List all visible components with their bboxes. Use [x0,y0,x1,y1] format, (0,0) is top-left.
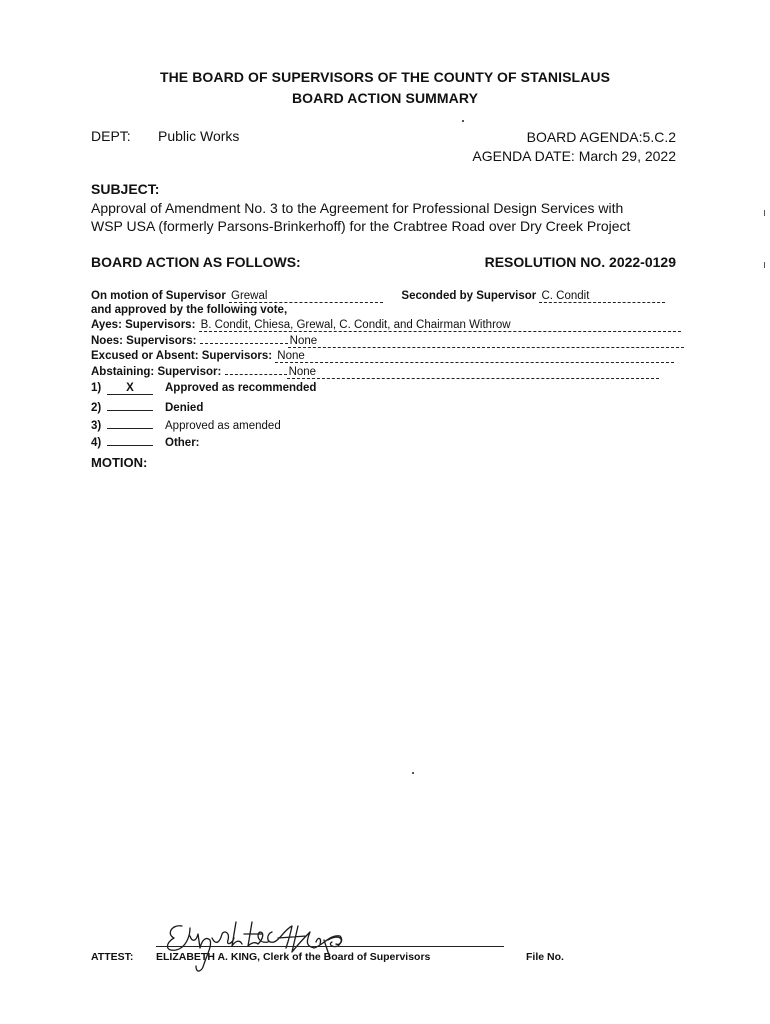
agenda-date: AGENDA DATE: March 29, 2022 [472,148,676,164]
clerk-signature [160,912,380,978]
noes-label: Noes: Supervisors: [91,335,197,347]
option-number: 1) [91,382,102,394]
file-number-label: File No. [526,951,564,963]
attest-label: ATTEST: [91,951,134,963]
excused-value: None [275,350,674,363]
dept-label: DEPT: [91,128,131,144]
excused-label: Excused or Absent: Supervisors: [91,350,273,362]
excused-line [91,349,701,364]
dept-value: Public Works [158,128,240,144]
ayes-label: Ayes: Supervisors: [91,319,196,331]
clerk-name-title: ELIZABETH A. KING, Clerk of the Board of Supervisors [156,951,431,963]
signature-line [156,946,504,947]
option-denied [91,398,203,416]
option-label: Denied [165,402,204,414]
county-board-title: THE BOARD OF SUPERVISORS OF THE COUNTY OF STANISLAUS [159,69,611,85]
option-number: 3) [91,420,102,432]
scan-speck [412,772,414,774]
noes-value: None [288,335,684,348]
seconded-label: Seconded by Supervisor [401,290,537,302]
seconded-by-value: C. Condit [539,290,665,303]
board-action-label: BOARD ACTION AS FOLLOWS: [91,254,301,270]
option-label: Approved as amended [165,420,281,432]
option-approved-as-recommended [91,381,316,396]
option-number: 2) [91,402,102,414]
option-mark: X [107,382,153,395]
option-mark [107,416,153,429]
option-other [91,433,200,451]
motion-label: MOTION: [91,455,148,470]
scan-speck [462,120,464,122]
option-mark [107,398,153,411]
abstaining-dash [225,364,287,375]
option-label: Other: [165,437,200,449]
motion-label: On motion of Supervisor [91,290,226,302]
option-mark [107,433,153,446]
approved-vote-line: and approved by the following vote, [91,304,288,316]
resolution-number: RESOLUTION NO. 2022-0129 [484,254,676,270]
noes-line [91,333,701,349]
agenda-block [472,128,676,166]
abstaining-value: None [287,366,659,379]
option-approved-as-amended [91,416,281,434]
motion-by-value: Grewal [229,290,383,303]
subject-text [91,199,691,235]
board-agenda-number: BOARD AGENDA:5.C.2 [526,129,676,145]
motion-line [91,289,701,304]
subject-line-1: Approval of Amendment No. 3 to the Agreement for Professional Design Services with [91,200,624,216]
option-label: Approved as recommended [165,382,317,394]
scan-speck [764,210,765,216]
document-title: BOARD ACTION SUMMARY [291,90,479,106]
noes-dash [200,333,288,344]
subject-line-2: WSP USA (formerly Parsons-Brinkerhoff) for the Crabtree Road over Dry Creek Project [91,218,631,234]
ayes-value: B. Condit, Chiesa, Grewal, C. Condit, and Chairman Withrow [199,319,681,332]
abstaining-label: Abstaining: Supervisor: [91,366,222,378]
ayes-line [91,318,701,333]
option-number: 4) [91,437,102,449]
abstaining-line [91,364,701,380]
scan-speck [764,262,765,268]
subject-label: SUBJECT: [91,181,160,197]
